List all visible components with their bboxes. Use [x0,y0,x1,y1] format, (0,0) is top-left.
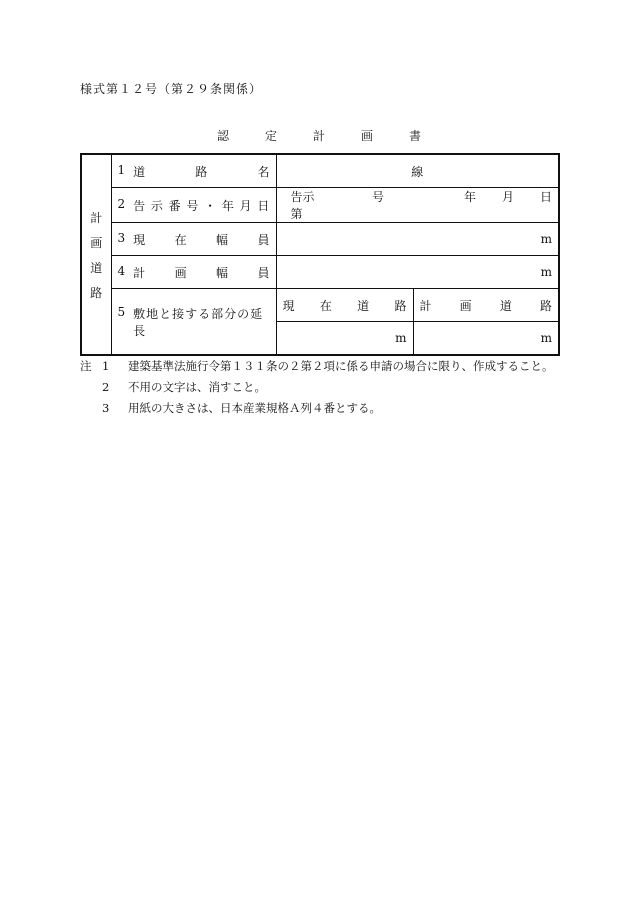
group-char: 計 [90,210,103,225]
label-char: 計 [133,265,146,280]
row-number: 3 [117,230,126,245]
note-item [80,356,554,377]
notice-value-cell[interactable] [276,188,559,223]
notice-month: 月 [501,190,514,204]
note-number: 2 [102,380,110,394]
unit-label: m [540,232,553,246]
document-title: 認定計画書 [216,129,457,143]
label-char: 画 [459,298,472,313]
row-number: 5 [117,304,126,319]
label-char: 路 [195,164,208,179]
label-char: 員 [257,265,270,280]
label-char: 年 [221,198,234,213]
note-item [80,398,554,419]
planned-road-length-cell[interactable] [413,322,559,356]
label-char: 道 [499,298,512,313]
label-char: 幅 [216,232,229,247]
unit-label: m [540,265,553,279]
current-road-header [276,289,413,322]
table-row [81,188,559,223]
planned-width-label [111,256,276,289]
frontage-label-text: 敷地と接する部分の延長 [133,306,264,338]
planned-road-header [413,289,559,322]
label-char: 道 [133,164,146,179]
row-number: 1 [117,162,126,177]
road-line-suffix: 線 [411,164,424,179]
label-char: 路 [394,298,407,313]
group-char: 道 [90,260,103,275]
notice-prefix: 告示第 [290,190,315,221]
unit-label: m [395,331,407,345]
note-mark: 注 [80,359,92,373]
current-width-label [111,223,276,256]
table-row [81,256,559,289]
label-char: 現 [133,232,146,247]
label-char: 月 [239,198,252,213]
current-road-length-cell[interactable] [276,322,413,356]
note-text: 建築基準法施行令第１３１条の２第２項に係る申請の場合に限り、作成すること。 [128,359,554,373]
label-char: 日 [257,198,270,213]
note-number: 3 [102,401,110,415]
notice-go: 号 [371,190,384,204]
label-char: 幅 [216,265,229,280]
note-number: 1 [102,359,110,373]
notice-year: 年 [463,190,476,204]
note-text: 用紙の大きさは、日本産業規格Ａ列４番とする。 [128,401,381,415]
group-char: 画 [90,235,103,250]
label-char: 在 [319,298,332,313]
unit-label: m [540,331,553,345]
label-char: 示 [150,198,163,213]
label-char: 画 [174,265,187,280]
label-char: 道 [357,298,370,313]
planned-width-value-cell[interactable] [276,256,559,289]
group-label [81,154,111,355]
current-width-value-cell[interactable] [276,223,559,256]
label-char: 路 [539,298,552,313]
group-char: 路 [90,285,103,300]
label-char: 番 [168,198,181,213]
notice-day: 日 [540,190,553,204]
plan-table [80,153,560,356]
label-char: 号 [186,198,199,213]
notice-label [111,188,276,223]
note-item [80,377,554,398]
row-number: 4 [117,263,126,278]
label-char: 告 [133,198,146,213]
table-row [81,223,559,256]
note-text: 不用の文字は、消すこと。 [128,380,266,394]
notes [80,356,554,419]
form-number: 様式第１２号（第２９条関係） [80,82,263,96]
row-number: 2 [117,196,126,211]
road-name-value-cell[interactable] [276,154,559,188]
label-char: 現 [282,298,295,313]
label-char: 在 [174,232,187,247]
frontage-label [111,289,276,356]
table-row [81,289,559,322]
label-char: 名 [257,164,270,179]
table-row [81,154,559,188]
label-char: 計 [419,298,432,313]
label-char: 員 [257,232,270,247]
label-char: ・ [204,198,217,213]
road-name-label [111,154,276,188]
